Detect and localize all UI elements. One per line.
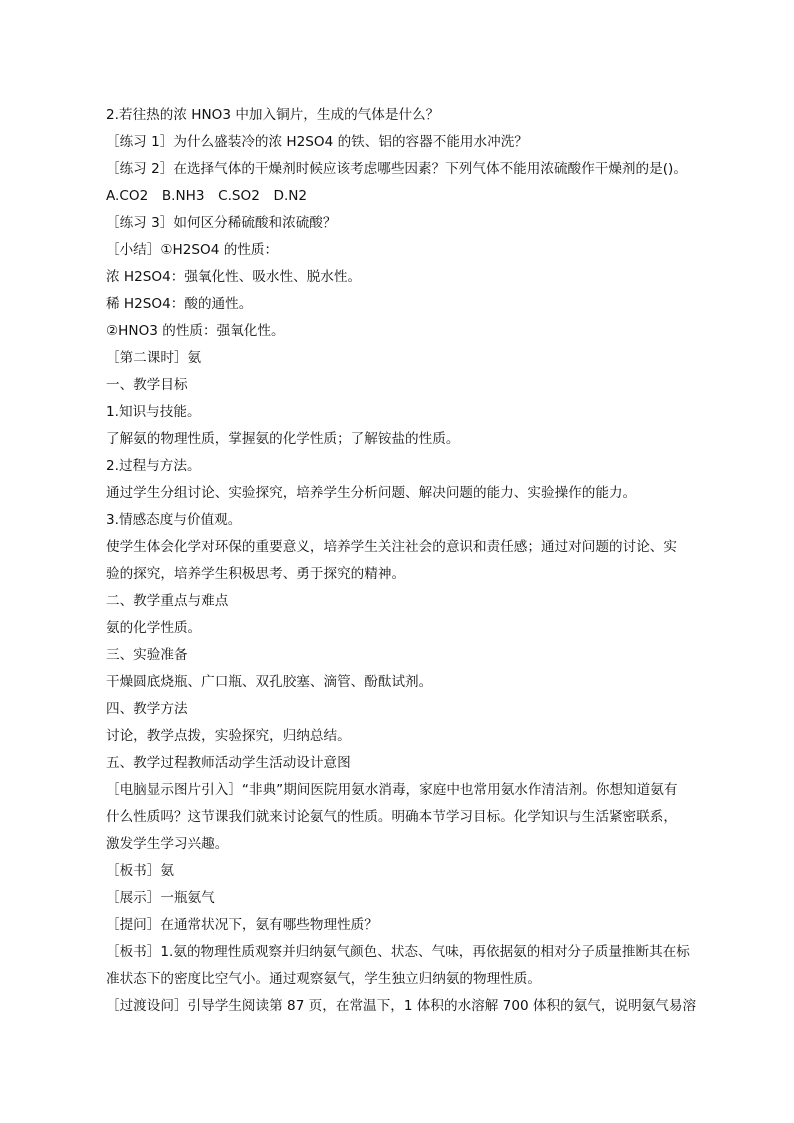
section-heading: 四、教学方法 bbox=[106, 701, 188, 717]
section-heading: 三、实验准备 bbox=[106, 647, 188, 663]
text-line: 使学生体会化学对环保的重要意义，培养学生关注社会的意识和责任感；通过对问题的讨论、实 bbox=[106, 539, 677, 555]
text-line: 2.若往热的浓 HNO3 中加入铜片，生成的气体是什么？ bbox=[106, 107, 440, 123]
text-line: 通过学生分组讨论、实验探究，培养学生分析问题、解决问题的能力、实验操作的能力。 bbox=[106, 485, 637, 501]
text-line: ［过渡设问］引导学生阅读第 87 页，在常温下，1 体积的水溶解 700 体积的氨气，说明氨气易溶 bbox=[106, 998, 697, 1014]
text-line: 了解氨的物理性质，掌握氨的化学性质；了解铵盐的性质。 bbox=[106, 431, 460, 447]
text-line: ［板书］1.氨的物理性质观察并归纳氨气颜色、状态、气味，再依据氨的相对分子质量推断其在标 bbox=[106, 944, 690, 960]
text-line: 激发学生学习兴趣。 bbox=[106, 836, 229, 852]
text-line: ［练习 2］在选择气体的干燥剂时候应该考虑哪些因素？下列气体不能用浓硫酸作干燥剂的是()。 bbox=[106, 161, 687, 177]
document-body bbox=[106, 102, 706, 1020]
text-line: ②HNO3 的性质：强氧化性。 bbox=[106, 323, 285, 339]
section-heading: 五、教学过程教师活动学生活动设计意图 bbox=[106, 755, 351, 771]
text-line: ［展示］一瓶氨气 bbox=[106, 890, 215, 906]
text-line: 什么性质吗？这节课我们就来讨论氨气的性质。明确本节学习目标。化学知识与生活紧密联系， bbox=[106, 809, 677, 825]
text-line: 干燥圆底烧瓶、广口瓶、双孔胶塞、滴管、酚酞试剂。 bbox=[106, 674, 433, 690]
text-line: 准状态下的密度比空气小。通过观察氨气，学生独立归纳氨的物理性质。 bbox=[106, 971, 541, 987]
text-line: 1.知识与技能。 bbox=[106, 404, 201, 420]
text-line: 氨的化学性质。 bbox=[106, 620, 202, 636]
text-line: 2.过程与方法。 bbox=[106, 458, 201, 474]
text-line: ［提问］在通常状况下，氨有哪些物理性质？ bbox=[106, 917, 378, 933]
text-line: 验的探究，培养学生积极思考、勇于探究的精神。 bbox=[106, 566, 406, 582]
text-line: 浓 H2SO4：强氧化性、吸水性、脱水性。 bbox=[106, 269, 362, 285]
text-line: ［练习 3］如何区分稀硫酸和浓硫酸？ bbox=[106, 215, 337, 231]
text-line: ［板书］氨 bbox=[106, 863, 174, 879]
section-heading: 一、教学目标 bbox=[106, 377, 188, 393]
section-heading: ［第二课时］氨 bbox=[106, 350, 202, 366]
section-heading: 二、教学重点与难点 bbox=[106, 593, 229, 609]
text-line: ［电脑显示图片引入］“非典”期间医院用氨水消毒，家庭中也常用氨水作清洁剂。你想知道氨有 bbox=[106, 782, 678, 798]
text-line: ［练习 1］为什么盛装冷的浓 H2SO4 的铁、铝的容器不能用水冲洗？ bbox=[106, 134, 528, 150]
text-line: A.CO2 B.NH3 C.SO2 D.N2 bbox=[106, 188, 308, 204]
text-line: 讨论，教学点拨，实验探究，归纳总结。 bbox=[106, 728, 351, 744]
text-line: 3.情感态度与价值观。 bbox=[106, 512, 242, 528]
text-line: 稀 H2SO4：酸的通性。 bbox=[106, 296, 253, 312]
text-line: ［小结］①H2SO4 的性质： bbox=[106, 242, 279, 258]
